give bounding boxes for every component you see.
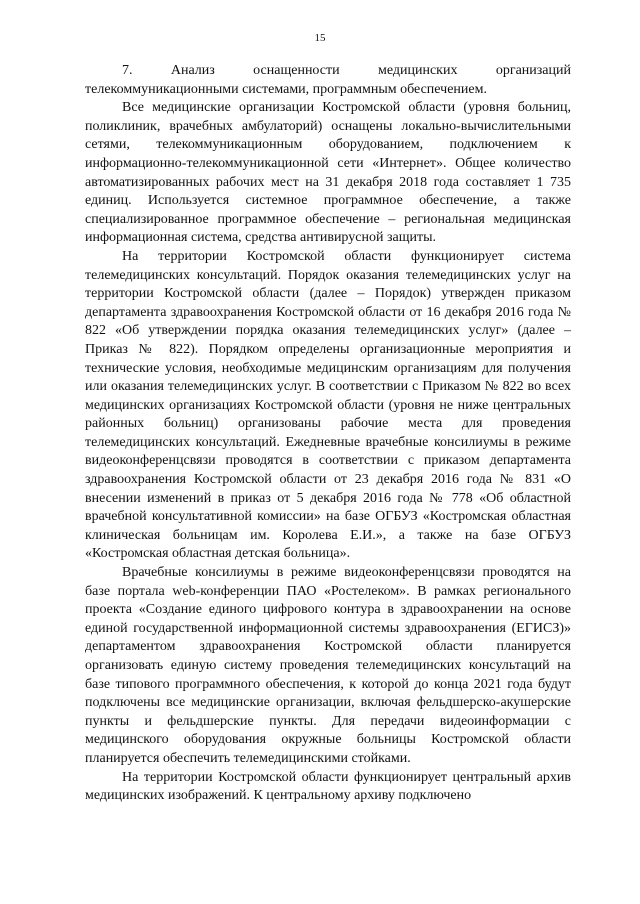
paragraph: Все медицинские организации Костромской области (уровня больниц, поликлиник, врачебных амбулаторий) оснащены локально-вычислительными сетями, телекоммуникационным оборудованием, подключением к информационно-телекоммуникационной сети «Интернет». Общее количество автоматизированных рабочих мест на 31 декабря 2018 года составляет 1 735 единиц. Используется системное программное обеспечение, а также специализированное программное обеспечение – региональная медицинская информационная система, средства антивирусной защиты. bbox=[85, 100, 571, 246]
page-number: 15 bbox=[314, 32, 326, 44]
paragraph: На территории Костромской области функционирует центральный архив медицинских изображений. К центральному архиву подключено bbox=[85, 769, 571, 804]
document-body bbox=[85, 62, 571, 806]
paragraph-section-heading: 7. Анализ оснащенности медицинских организаций телекоммуникационными системами, программным обеспечением. bbox=[85, 63, 571, 97]
paragraph: Врачебные консилиумы в режиме видеоконференцсвязи проводятся на базе портала web-конференции ПАО «Ростелеком». В рамках регионального проекта «Создание единого цифрового контура в здравоохранении на основе единой государственной информационной системы здравоохранения (ЕГИСЗ)» департаментом здравоохранения Костромской области планируется организовать единую систему проведения телемедицинских консультаций на базе типового программного обеспечения, к которой до конца 2021 года будут подключены все медицинские организации, включая фельдшерско-акушерские пункты и фельдшерские пункты. Для передачи видеоинформации с медицинского оборудования окружные больницы Костромской области планируется обеспечить телемедицинскими стойками. bbox=[85, 565, 571, 766]
paragraph: На территории Костромской области функционирует система телемедицинских консультаций. Порядок оказания телемедицинских услуг на территории Костромской области (далее – Порядок) утвержден приказом департамента здравоохранения Костромской области от 16 декабря 2016 года № 822 «Об утверждении порядка оказания телемедицинских услуг» (далее – Приказ № 822). Порядком определены организационные мероприятия и технические условия, необходимые медицинским организациям для получения или оказания телемедицинских услуг. В соответствии с Приказом № 822 во всех медицинских организациях Костромской области (уровня не ниже центральных районных больниц) организованы рабочие места для проведения телемедицинских консультаций. Ежедневные врачебные консилиумы в режиме видеоконференцсвязи проводятся в соответствии с приказом департамента здравоохранения Костромской области от 23 декабря 2016 года № 831 «О внесении изменений в приказ от 5 декабря 2016 года № 778 «Об областной врачебной консультативной комиссии» на базе ОГБУЗ «Костромская областная клиническая больницам им. Королева Е.И.», а также на базе ОГБУЗ «Костромская областная детская больница». bbox=[85, 248, 571, 562]
